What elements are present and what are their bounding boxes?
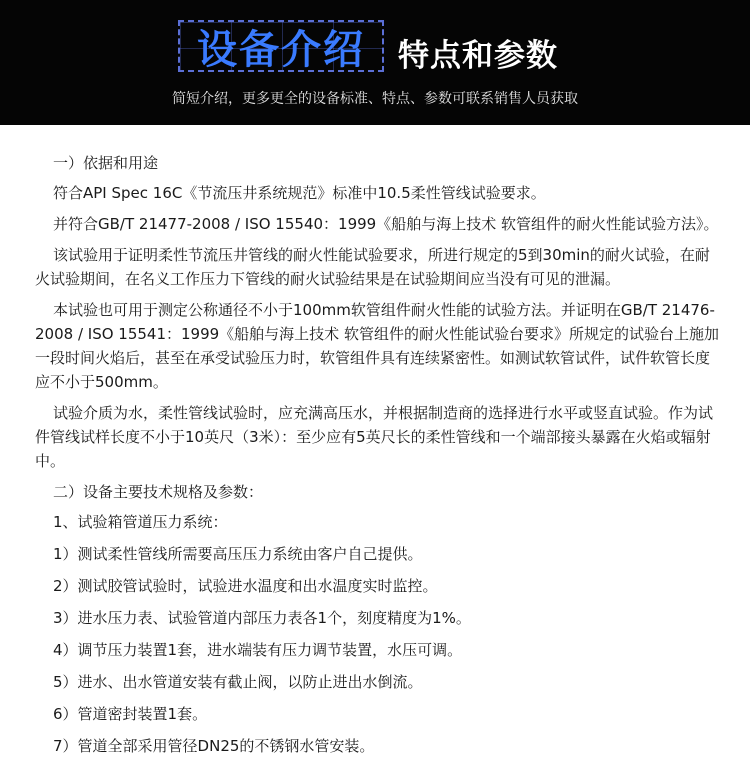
paragraph: 符合API Spec 16C《节流压井系统规范》标准中10.5柔性管线试验要求。	[53, 184, 546, 202]
section-heading-basis: 一）依据和用途	[53, 154, 159, 172]
list-item: 5）进水、出水管道安装有截止阀，以防止进出水倒流。	[53, 673, 423, 691]
section-heading-spec: 二）设备主要技术规格及参数：	[53, 483, 264, 501]
list-item: 2）测试胶管试验时，试验进水温度和出水温度实时监控。	[53, 577, 438, 595]
paragraph: 并符合GB/T 21477-2008 / ISO 15540：1999《船舶与海上技术 软管组件的耐火性能试验方法》。	[53, 215, 719, 233]
sub-heading: 1、试验箱管道压力系统：	[53, 513, 228, 531]
list-item: 6）管道密封装置1套。	[53, 705, 208, 723]
paragraph: 该试验用于证明柔性节流压井管线的耐火性能试验要求，所进行规定的5到30min的耐火试验，在耐火试验期间，在名义工作压力下管线的耐火试验结果是在试验期间应当没有可见的泄漏。	[35, 246, 710, 288]
header-title-sub: 特点和参数	[398, 38, 558, 74]
paragraph: 试验介质为水，柔性管线试验时，应充满高压水，并根据制造商的选择进行水平或竖直试验。作为试件管线试样长度不小于10英尺（3米）：至少应有5英尺长的柔性管线和一个端部接头暴露在火焰或辐射中。	[35, 404, 714, 470]
list-item: 3）进水压力表、试验管道内部压力表各1个，刻度精度为1%。	[53, 609, 471, 627]
list-item: 1）测试柔性管线所需要高压压力系统由客户自己提供。	[53, 545, 423, 563]
content-body	[0, 125, 750, 766]
header-banner	[0, 0, 750, 125]
header-description: 简短介绍，更多更全的设备标准、特点、参数可联系销售人员获取	[172, 91, 578, 107]
header-title-main: 设备介绍	[178, 20, 384, 72]
list-item: 7）管道全部采用管径DN25的不锈钢水管安装。	[53, 737, 375, 755]
paragraph: 本试验也可用于测定公称通径不小于100mm软管组件耐火性能的试验方法。并证明在GB/T 21476-2008 / ISO 15541：1999《船舶与海上技术 软管组件的耐火性能试验台要求》所规定的试验台上施加一段时间火焰后，甚至在承受试验压力时，软管组件具有连续紧密性。如测试软管试件，试件软管长度应不小于500mm。	[35, 301, 719, 391]
list-item: 4）调节压力装置1套，进水端装有压力调节装置，水压可调。	[53, 641, 463, 659]
